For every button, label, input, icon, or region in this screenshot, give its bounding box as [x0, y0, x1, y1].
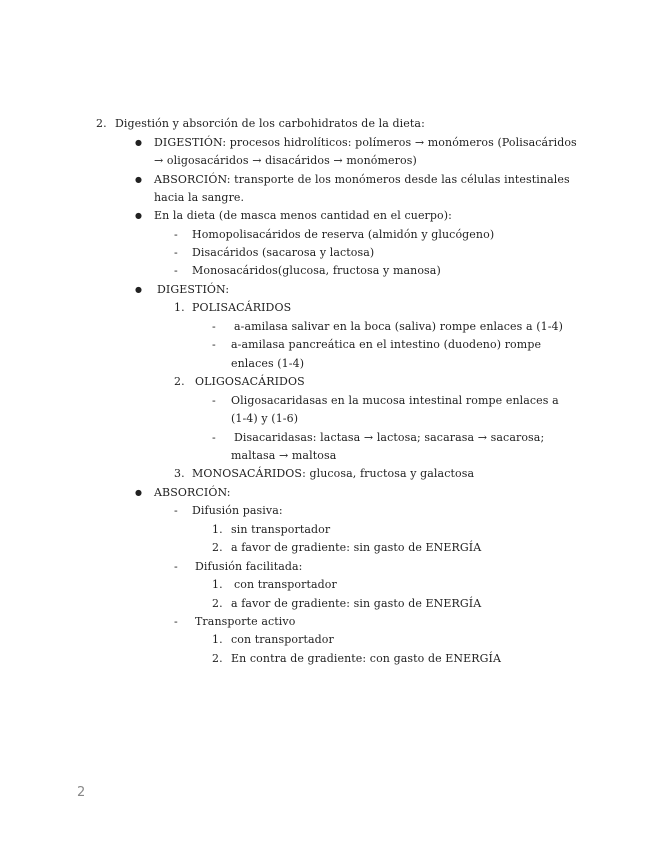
absorption-summary-cont: hacia la sangre. [154, 191, 245, 204]
activo-item: con transportador [231, 633, 334, 646]
oligosacaridos-item-cont: (1-4) y (1-6) [231, 412, 299, 425]
difusion-facilitada: Difusión facilitada: [195, 560, 303, 573]
polisacaridos-item: a-amilasa salivar en la boca (saliva) rompe enlaces a (1-4) [234, 320, 564, 333]
dash-marker: - [174, 228, 178, 241]
list-number: 2. [212, 652, 223, 665]
dash-marker: - [174, 246, 178, 259]
bullet-marker: ● [135, 285, 143, 294]
polisacaridos-item: a-amilasa pancreática en el intestino (duodeno) rompe [231, 338, 542, 351]
bullet-marker: ● [135, 488, 143, 497]
digestion-summary: DIGESTIÓN: procesos hidrolíticos: polímeros → monómeros (Polisacáridos [154, 136, 577, 149]
dash-marker: - [174, 615, 178, 628]
dash-marker: - [174, 264, 178, 277]
list-number: 1. [212, 523, 223, 536]
dash-marker: - [174, 504, 178, 517]
heading-number: 2. [96, 117, 107, 130]
dash-marker: - [212, 431, 216, 444]
absorption-heading: ABSORCIÓN: [154, 486, 231, 499]
transporte-activo: Transporte activo [195, 615, 296, 628]
diet-item: Disacáridos (sacarosa y lactosa) [192, 246, 375, 259]
list-number: 1. [212, 578, 223, 591]
list-number: 2. [212, 597, 223, 610]
bullet-marker: ● [135, 175, 143, 184]
list-number: 2. [212, 541, 223, 554]
pasiva-item: a favor de gradiente: sin gasto de ENERGÍA [231, 541, 482, 554]
difusion-pasiva: Difusión pasiva: [192, 504, 283, 517]
oligosacaridos-heading: OLIGOSACÁRIDOS [195, 375, 305, 388]
digestion-heading: DIGESTIÓN: [157, 283, 230, 296]
dash-marker: - [212, 394, 216, 407]
oligosacaridos-item-cont: maltasa → maltosa [231, 449, 337, 462]
bullet-marker: ● [135, 211, 143, 220]
monosacaridos-number: 3. [174, 467, 185, 480]
bullet-marker: ● [135, 138, 143, 147]
dash-marker: - [212, 320, 216, 333]
facilitada-item: a favor de gradiente: sin gasto de ENERGÍA [231, 597, 482, 610]
diet-item: Monosacáridos(glucosa, fructosa y manosa) [192, 264, 441, 277]
absorption-summary: ABSORCIÓN: transporte de los monómeros desde las células intestinales [154, 173, 570, 186]
oligosacaridos-number: 2. [174, 375, 185, 388]
section-heading: Digestión y absorción de los carbohidratos de la dieta: [115, 117, 425, 130]
dash-marker: - [174, 560, 178, 573]
diet-item: Homopolisacáridos de reserva (almidón y glucógeno) [192, 228, 495, 241]
dash-marker: - [212, 338, 216, 351]
monosacaridos-heading: MONOSACÁRIDOS: glucosa, fructosa y galactosa [192, 467, 475, 480]
facilitada-item: con transportador [234, 578, 337, 591]
activo-item: En contra de gradiente: con gasto de ENERGÍA [231, 652, 502, 665]
diet-bullet: En la dieta (de masca menos cantidad en el cuerpo): [154, 209, 452, 222]
polisacaridos-heading: POLISACÁRIDOS [192, 301, 292, 314]
oligosacaridos-item: Oligosacaridasas en la mucosa intestinal rompe enlaces a [231, 394, 559, 407]
list-number: 1. [212, 633, 223, 646]
oligosacaridos-item: Disacaridasas: lactasa → lactosa; sacarasa → sacarosa; [234, 431, 545, 444]
pasiva-item: sin transportador [231, 523, 331, 536]
polisacaridos-number: 1. [174, 301, 185, 314]
polisacaridos-item-cont: enlaces (1-4) [231, 357, 305, 370]
page-number: 2 [77, 785, 86, 800]
digestion-summary-cont: → oligosacáridos → disacáridos → monómeros) [154, 154, 417, 167]
